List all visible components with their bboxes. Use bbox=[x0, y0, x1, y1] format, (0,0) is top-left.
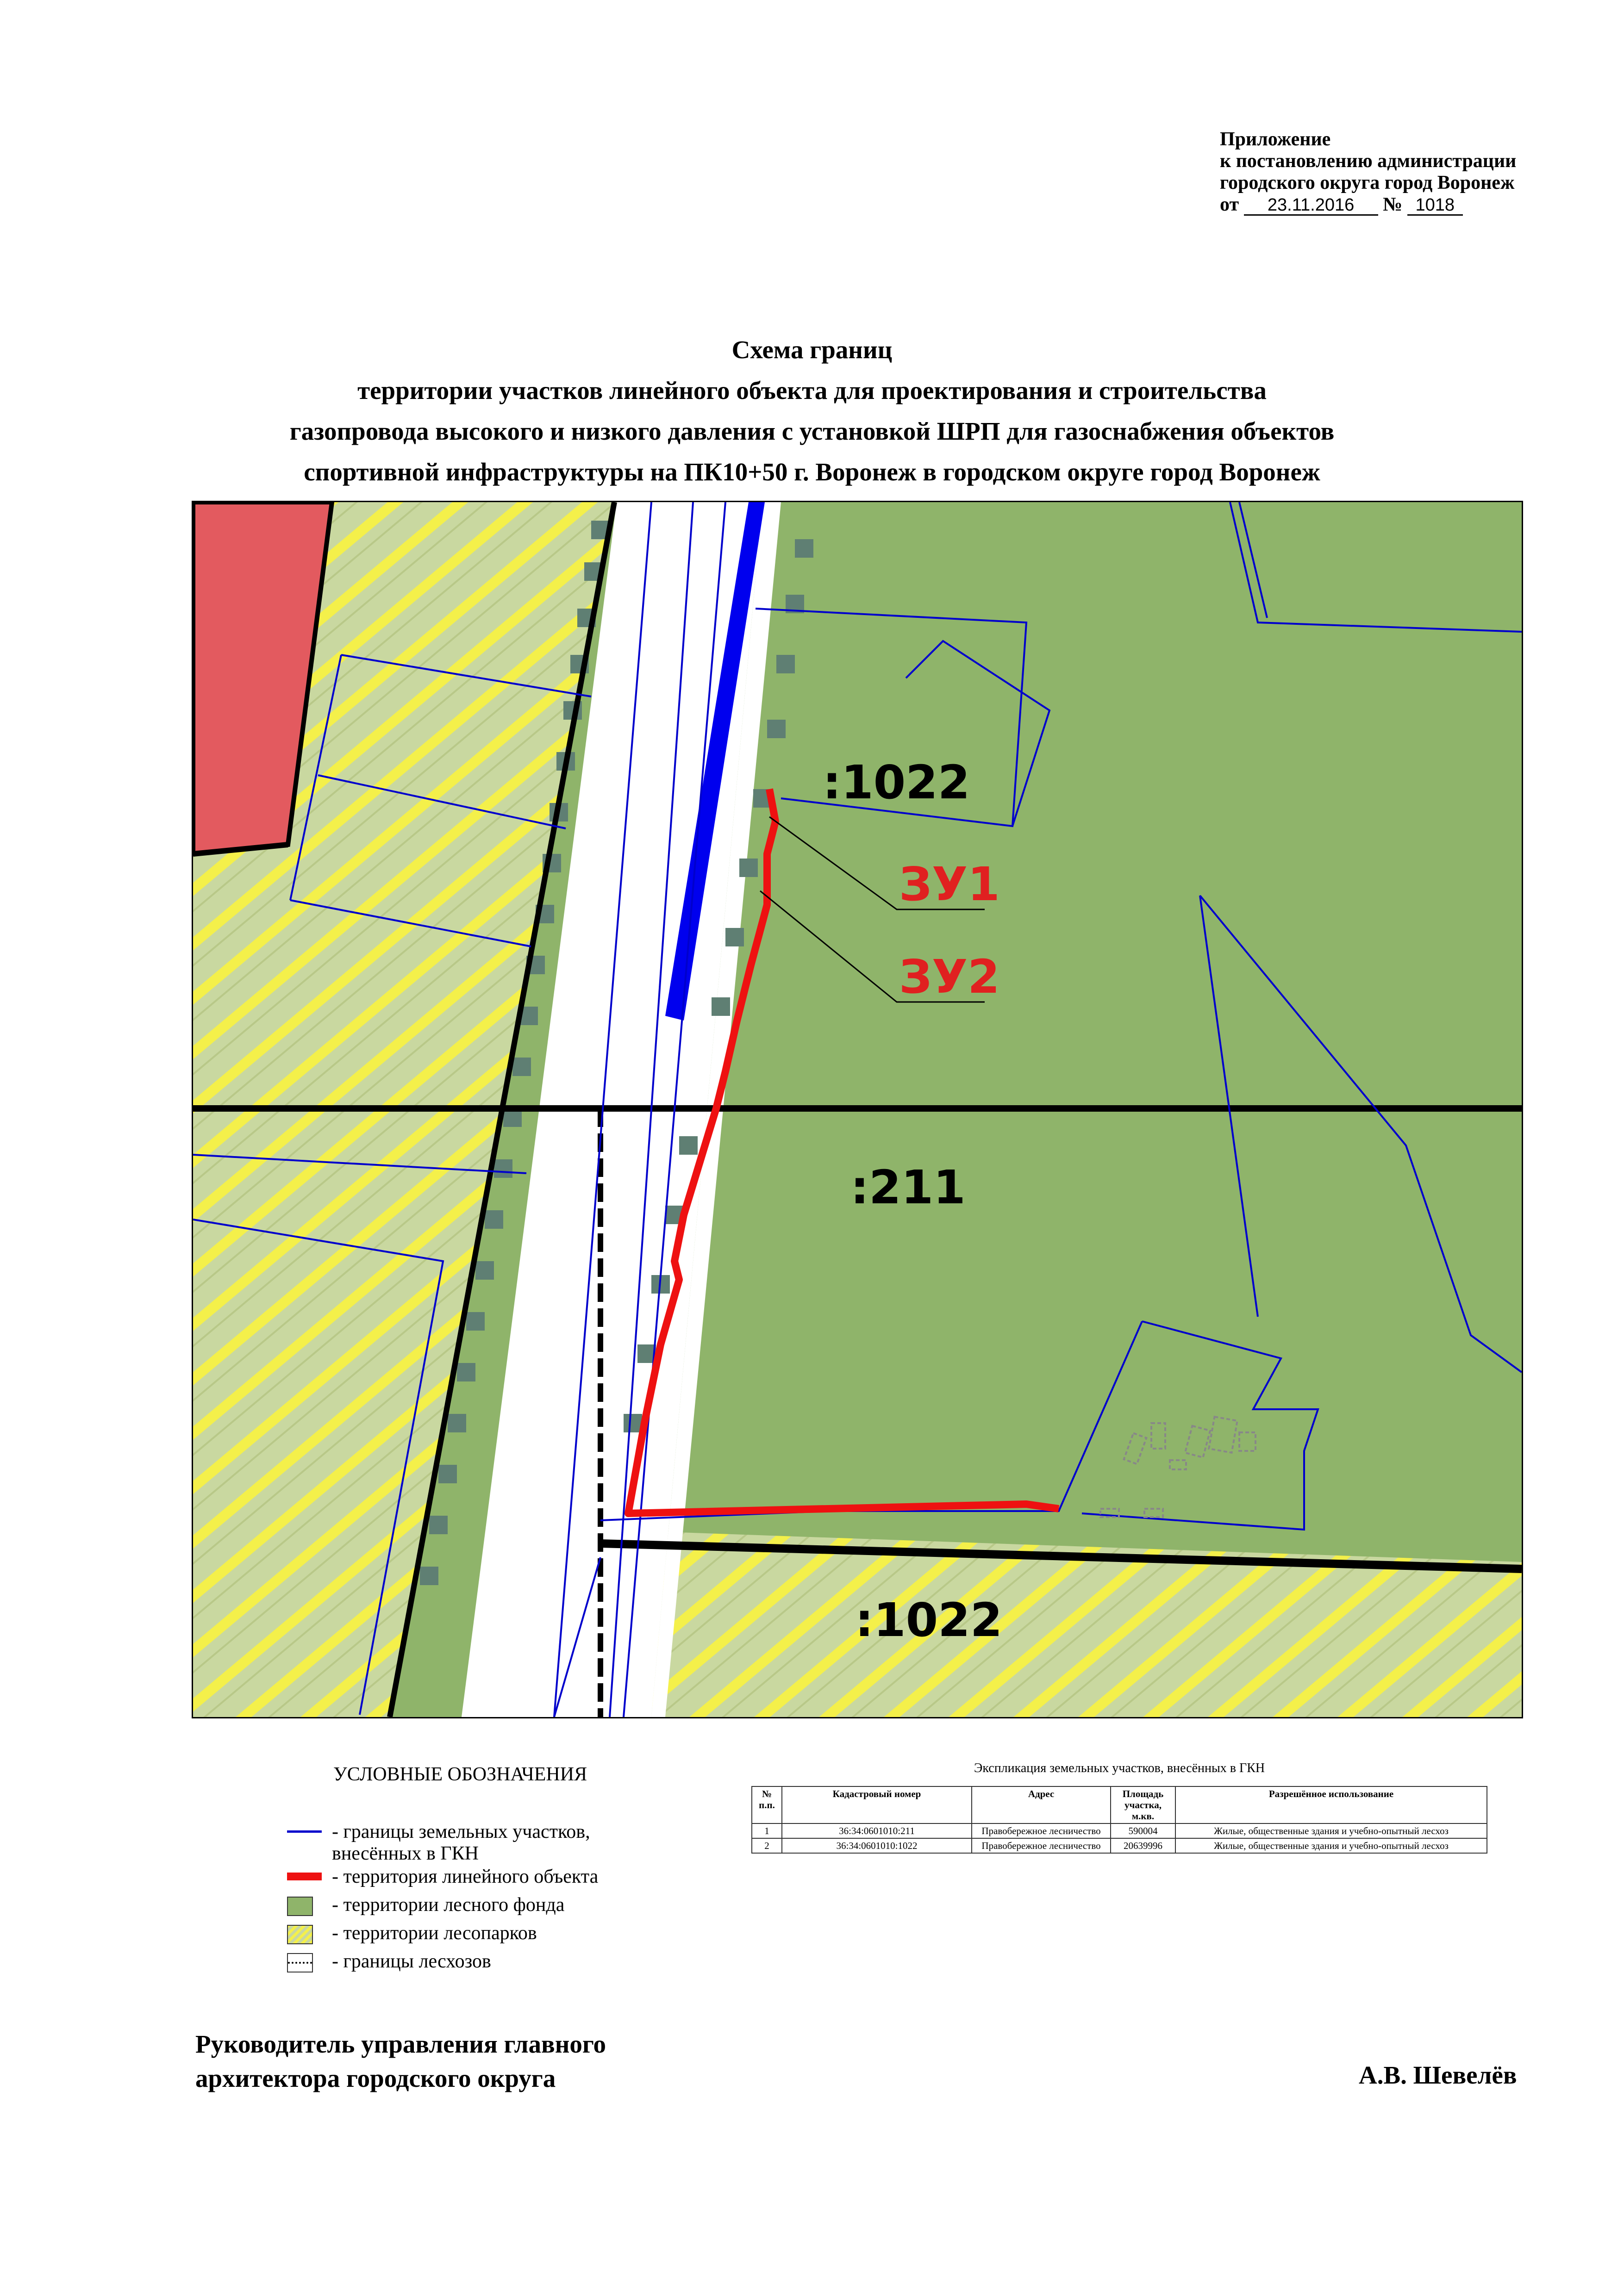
legend-item-text: - территории лесопарков bbox=[332, 1923, 537, 1944]
explication-table bbox=[751, 1786, 1487, 1854]
parcel-label-middle: :211 bbox=[850, 1160, 966, 1214]
cell-address: Правобережное лесничество bbox=[972, 1838, 1111, 1853]
title-line-2: территории участков линейного объекта для проектирования и строительства bbox=[357, 376, 1267, 404]
explication-caption: Экспликация земельных участков, внесённых в ГКН bbox=[974, 1761, 1265, 1775]
explication bbox=[751, 1761, 1487, 1854]
signatory-position bbox=[195, 2027, 606, 2096]
attachment-line-1: Приложение bbox=[1220, 129, 1331, 150]
parcel-label-bottom: :1022 bbox=[855, 1593, 1003, 1647]
attachment-date-line bbox=[1220, 194, 1599, 216]
legend-item-text: - границы лесхозов bbox=[332, 1951, 491, 1972]
cell-num: 2 bbox=[752, 1838, 782, 1853]
parcel-label-top: :1022 bbox=[823, 755, 970, 809]
cell-num: 1 bbox=[752, 1823, 782, 1838]
col-use: Разрешённое использование bbox=[1175, 1786, 1487, 1823]
col-cadastral: Кадастровый номер bbox=[782, 1786, 972, 1823]
cell-address: Правобережное лесничество bbox=[972, 1823, 1111, 1838]
date-prefix: от bbox=[1220, 194, 1239, 215]
title-line-4: спортивной инфраструктуры на ПК10+50 г. Воронеж в городском округе город Воронеж bbox=[304, 458, 1320, 486]
position-line-2: архитектора городского округа bbox=[195, 2064, 556, 2092]
attachment-line-3: городского округа город Воронеж bbox=[1220, 172, 1515, 193]
title-line-3: газопровода высокого и низкого давления с установкой ШРП для газоснабжения объектов bbox=[289, 417, 1335, 445]
legend-item-text: внесённых в ГКН bbox=[332, 1843, 479, 1864]
number-prefix: № bbox=[1383, 194, 1403, 215]
legend-item-text: - границы земельных участков, bbox=[332, 1821, 590, 1842]
legend-title: УСЛОВНЫЕ ОБОЗНАЧЕНИЯ bbox=[333, 1764, 587, 1785]
cell-cadastral: 36:34:0601010:1022 bbox=[782, 1838, 972, 1853]
cell-area: 590004 bbox=[1111, 1823, 1175, 1838]
cell-area: 20639996 bbox=[1111, 1838, 1175, 1853]
green-box-symbol bbox=[287, 1897, 313, 1916]
cell-use: Жилые, общественные здания и учебно-опытный лесхоз bbox=[1175, 1823, 1487, 1838]
position-line-1: Руководитель управления главного bbox=[195, 2030, 606, 2058]
legend-item-text: - территории лесного фонда bbox=[332, 1894, 565, 1916]
map-scheme bbox=[192, 501, 1523, 1718]
col-area: Площадь участка, м.кв. bbox=[1111, 1786, 1175, 1823]
document-title bbox=[0, 330, 1624, 492]
title-line-1: Схема границ bbox=[731, 336, 893, 364]
cell-cadastral: 36:34:0601010:211 bbox=[782, 1823, 972, 1838]
col-num: № п.п. bbox=[752, 1786, 782, 1823]
attachment-line-2: к постановлению администрации bbox=[1220, 150, 1517, 172]
table-header-row bbox=[752, 1786, 1487, 1823]
document-number: 1018 bbox=[1407, 196, 1463, 216]
attachment-header bbox=[1220, 129, 1599, 216]
dotted-box-symbol bbox=[287, 1953, 313, 1972]
hatched-box-symbol bbox=[287, 1925, 313, 1944]
red-line-symbol bbox=[287, 1873, 322, 1880]
blue-line-symbol bbox=[287, 1830, 322, 1833]
document-date: 23.11.2016 bbox=[1244, 196, 1378, 216]
col-address: Адрес bbox=[972, 1786, 1111, 1823]
table-row bbox=[752, 1823, 1487, 1838]
table-row bbox=[752, 1838, 1487, 1853]
legend-item-text: - территория линейного объекта bbox=[332, 1866, 599, 1887]
cell-use: Жилые, общественные здания и учебно-опытный лесхоз bbox=[1175, 1838, 1487, 1853]
zu1-label: ЗУ1 bbox=[899, 857, 1000, 911]
zu2-label: ЗУ2 bbox=[899, 950, 1000, 1004]
signatory-name: А.В. Шевелёв bbox=[1359, 2061, 1517, 2089]
